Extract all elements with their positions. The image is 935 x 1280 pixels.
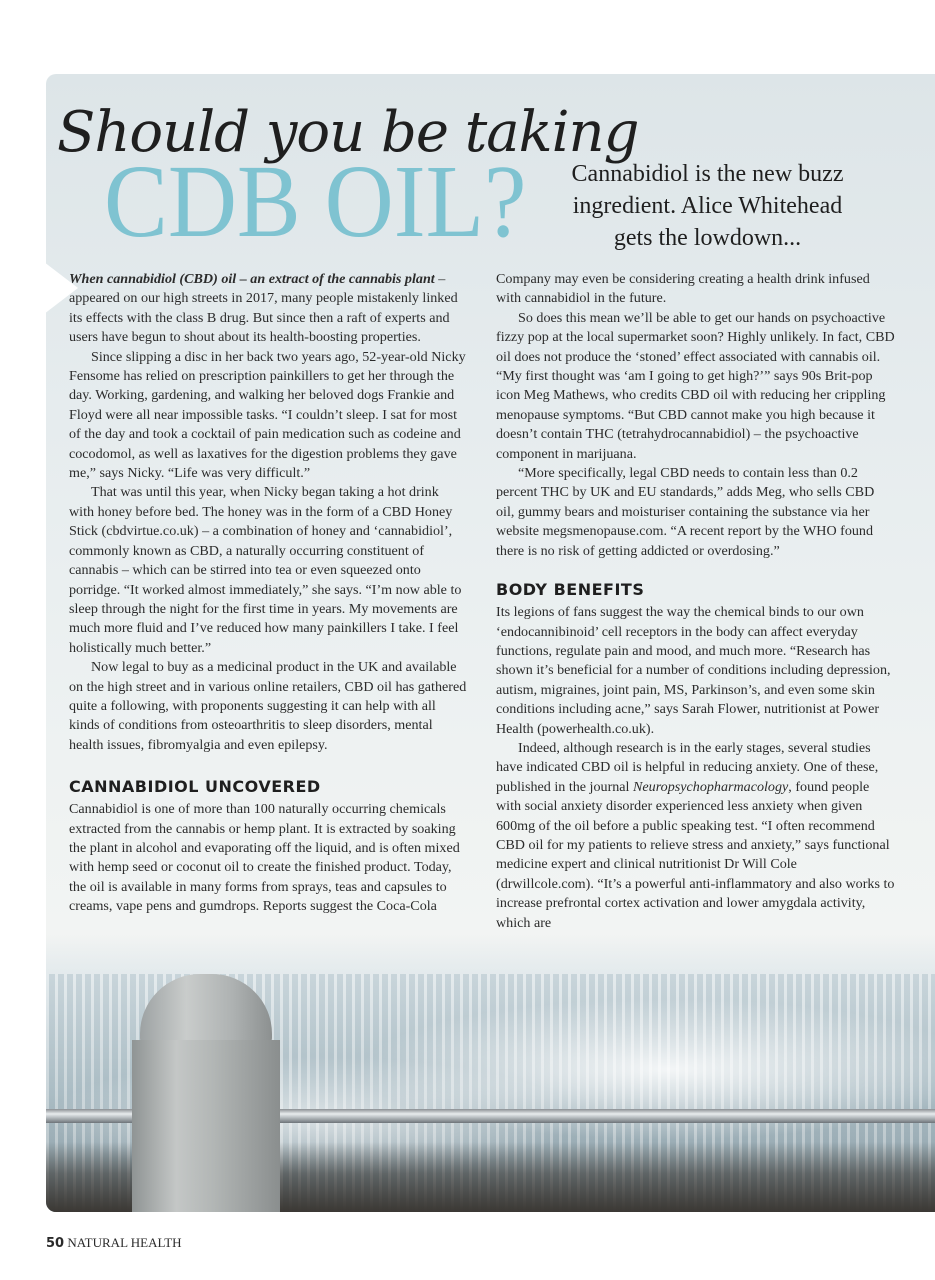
left-paragraph-3: That was until this year, when Nicky began taking a hot drink with honey before bed. The honey was in the form of a CBD Honey Stick (cbdvirtue.co.uk) – a combination of honey and ‘cannabidiol’, commonly known as CBD, a naturally occurring constituent of cannabis – which can be stirred into tea or even squeezed onto porridge. “It worked almost immediately,” she says. “I’m now able to sleep through the night for the first time in years. My movements are much more fluid and I’ve reduced how many painkillers I take. I feel holistically much better.”	[69, 484, 462, 656]
post-body	[132, 1040, 280, 1212]
right-paragraph-4: Its legions of fans suggest the way the chemical binds to our own ‘endocannibinoid’ cell receptors in the body can affect everyday functions, regulate pain and mood, and much more. “Research has shown it’s beneficial for a number of conditions including depression, autism, migraines, joint pain, MS, Parkinson’s, and even some skin conditions including acne,” says Sarah Flower, nutritionist at Power Health (powerhealth.co.uk).	[496, 604, 891, 737]
publication-name: NATURAL HEALTH	[67, 1235, 182, 1250]
post-cap	[140, 974, 272, 1044]
left-paragraph-4: Now legal to buy as a medicinal product in the UK and available on the high street and in various online retailers, CBD oil has gathered quite a following, with proponents suggesting it can help with all kinds of conditions from osteoarthritis to sleep disorders, mental health issues, fibromyalgia and even epilepsy.	[69, 659, 467, 753]
left-paragraph-1-text: – appeared on our high streets in 2017, many people mistakenly linked its effects with the class B drug. But since then a raft of experts and users have begun to shout about its health-boosting properties.	[69, 271, 458, 346]
right-column	[496, 270, 896, 933]
subhead-cannabidiol-uncovered: CANNABIDIOL UNCOVERED	[69, 777, 321, 797]
left-column	[69, 270, 467, 917]
page-number: 50	[46, 1236, 65, 1251]
right-paragraph-5-text-b: , found people with social anxiety disorder experienced less anxiety when given 600mg of the oil before a public speaking test. “I often recommend CBD oil for my patients to relieve stress and anxiety,” says functional medicine expert and clinical nutritionist Dr Will Cole (drwillcole.com). “It’s a powerful anti-inflammatory and also works to increase prefrontal cortex activation and lower amygdala activity, which are	[496, 778, 895, 931]
headline: Should you be taking	[57, 100, 639, 165]
seaside-photo	[46, 934, 935, 1212]
page-footer	[46, 1235, 182, 1251]
standfirst: Cannabidiol is the new buzz ingredient. Alice Whitehead gets the lowdown...	[571, 161, 844, 251]
left-paragraph-5: Cannabidiol is one of more than 100 naturally occurring chemicals extracted from the cannabis or hemp plant. It is extracted by soaking the plant in alcohol and evaporating off the liquid, and is often mixed with hemp seed or coconut oil to create the finished product. Today, the oil is available in many forms from sprays, teas and capsules to creams, vape pens and gumdrops. Reports suggest the Coca-Cola	[69, 801, 460, 915]
photo-concrete-post	[132, 974, 280, 1212]
right-paragraph-3: “More specifically, legal CBD needs to contain less than 0.2 percent THC by UK and EU standards,” adds Meg, who sells CBD oil, gummy bears and moisturiser containing the substance via her website megsmenopause.com. “A recent report by the WHO found there is no risk of getting addicted or overdosing.”	[496, 465, 875, 559]
left-paragraph-1	[69, 270, 467, 348]
journal-name: Neuropsychopharmacology	[633, 778, 789, 795]
subhead-body-benefits: BODY BENEFITS	[496, 580, 645, 600]
left-paragraph-2: Since slipping a disc in her back two years ago, 52-year-old Nicky Fensome has relied on prescription painkillers to get her through the day. Working, gardening, and walking her beloved dogs Frankie and Floyd were all near impossible tasks. “I couldn’t sleep. I sat for most of the day and took a cocktail of pain medication such as codeine and cocodomol, as well as laxatives for the digestion problems they gave me,” says Nicky. “Life was very difficult.”	[69, 348, 466, 482]
right-paragraph-2: So does this mean we’ll be able to get our hands on psychoactive fizzy pop at the local supermarket soon? Highly unlikely. In fact, CBD oil does not produce the ‘stoned’ effect associated with cannabis oil. “My first thought was ‘am I going to get high?’” says 90s Brit-pop icon Meg Mathews, who credits CBD oil with reducing her crippling menopause symptoms. “But CBD cannot make you high because it doesn’t contain THC (tetrahydrocannabidiol) – the psychoactive component in marijuana.	[496, 309, 895, 462]
right-paragraph-5-text-a: Indeed, although research is in the early stages, several studies have indicated CBD oil is helpful in reducing anxiety. One of these, published in the journal	[496, 739, 879, 795]
right-paragraph-1: Company may even be considering creating a health drink infused with cannabidiol in the future.	[496, 271, 870, 307]
lead-in: When cannabidiol (CBD) oil – an extract of the cannabis plant	[69, 271, 435, 287]
big-title: CDB OIL?	[104, 144, 527, 259]
right-paragraph-5	[496, 739, 896, 933]
